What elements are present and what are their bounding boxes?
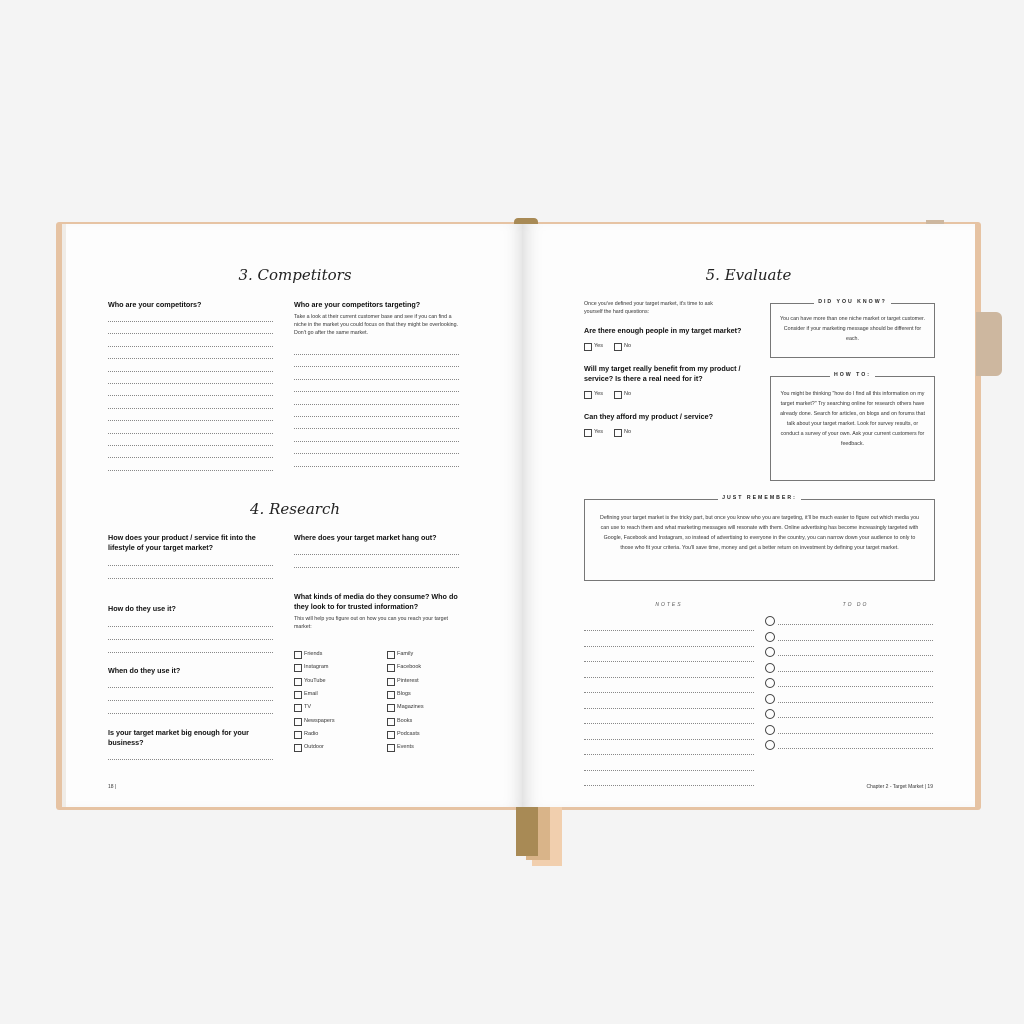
writing-line[interactable] <box>108 639 273 640</box>
writing-line[interactable] <box>108 371 273 372</box>
writing-line[interactable] <box>584 770 754 771</box>
media-checkbox-label: Radio <box>304 730 319 737</box>
media-checkbox-label: Friends <box>304 651 323 657</box>
media-checkbox-label: Podcasts <box>397 730 420 737</box>
research-title: 4. Research <box>250 500 340 518</box>
writing-line[interactable] <box>584 754 754 755</box>
writing-line[interactable] <box>584 692 754 693</box>
writing-line[interactable] <box>108 358 273 359</box>
research-hangout-question: Where does your target market hang out? <box>294 533 437 542</box>
media-checkbox[interactable] <box>294 704 302 712</box>
media-checkbox[interactable] <box>387 691 395 699</box>
todo-checkbox-circle[interactable] <box>765 709 775 719</box>
todo-line[interactable] <box>778 733 933 734</box>
media-checkbox[interactable] <box>387 664 395 672</box>
todo-line[interactable] <box>778 717 933 718</box>
evaluate-q3-yes-label: Yes <box>594 429 603 435</box>
todo-line[interactable] <box>778 655 933 656</box>
writing-line[interactable] <box>584 646 754 647</box>
writing-line[interactable] <box>584 785 754 786</box>
right-page-footer: Chapter 2 - Target Market | 19 <box>866 784 933 790</box>
competitors-question: Who are your competitors? <box>108 300 202 309</box>
media-checkbox[interactable] <box>387 651 395 659</box>
how-to-title: HOW TO: <box>830 372 875 378</box>
right-page <box>522 224 975 807</box>
did-you-know-title: DID YOU KNOW? <box>814 299 891 305</box>
media-checkbox[interactable] <box>294 718 302 726</box>
todo-checkbox-circle[interactable] <box>765 663 775 673</box>
media-checkbox-label: TV <box>304 704 312 711</box>
writing-line[interactable] <box>294 366 459 367</box>
todo-checkbox-circle[interactable] <box>765 632 775 642</box>
media-checkbox-label: Instagram <box>304 664 329 671</box>
media-checkbox[interactable] <box>294 731 302 739</box>
evaluate-q2-yes-label: Yes <box>594 391 603 397</box>
media-checkbox-label: Books <box>397 717 413 724</box>
writing-line[interactable] <box>108 420 273 421</box>
evaluate-q2-no-label: No <box>624 391 632 397</box>
todo-header: TO DO <box>842 602 869 608</box>
writing-line[interactable] <box>108 457 273 458</box>
writing-line[interactable] <box>584 677 754 678</box>
todo-line[interactable] <box>778 640 933 641</box>
media-checkbox[interactable] <box>387 704 395 712</box>
writing-line[interactable] <box>108 445 273 446</box>
media-checkbox-label: Outdoor <box>304 744 324 751</box>
writing-line[interactable] <box>108 578 273 579</box>
writing-line[interactable] <box>294 416 459 417</box>
evaluate-q2-no-checkbox[interactable] <box>614 391 622 399</box>
evaluate-q1-yes-label: Yes <box>594 343 603 349</box>
todo-checkbox-circle[interactable] <box>765 694 775 704</box>
writing-line[interactable] <box>108 713 273 714</box>
writing-line[interactable] <box>294 404 459 405</box>
evaluate-q3-no-label: No <box>624 429 632 435</box>
writing-line[interactable] <box>294 567 459 568</box>
evaluate-intro: Once you've defined your target market, it's time to ask yourself the hard questions: <box>584 301 713 315</box>
notes-header: NOTES <box>655 602 683 608</box>
writing-line[interactable] <box>584 630 754 631</box>
evaluate-q3: Can they afford my product / service? <box>584 412 714 421</box>
evaluate-q2-yes-checkbox[interactable] <box>584 391 592 399</box>
writing-line[interactable] <box>108 652 273 653</box>
media-checkbox[interactable] <box>294 744 302 752</box>
todo-checkbox-circle[interactable] <box>765 616 775 626</box>
did-you-know-text: You can have more than one niche market or target customer. Consider if your marketing message should be different for each. <box>780 316 925 342</box>
media-checkbox[interactable] <box>387 744 395 752</box>
media-checkbox-label: Email <box>304 690 318 697</box>
how-to-text: You might be thinking "how do I find all this information on my target market?" Try searching online for research others have already done. Search for articles, on blogs and on forums that talk about your target market. Look for survey results, or conduct a survey of your own. Ask your current customers for feedback. <box>780 391 925 447</box>
todo-line[interactable] <box>778 671 933 672</box>
research-size-question: Is your target market big enough for your business? <box>108 728 249 747</box>
media-checkbox-label: Magazines <box>397 704 424 711</box>
research-use-question: How do they use it? <box>108 604 176 613</box>
writing-line[interactable] <box>294 554 459 555</box>
writing-line[interactable] <box>108 626 273 627</box>
writing-line[interactable] <box>108 433 273 434</box>
elastic-band-side <box>976 312 1002 376</box>
media-checkbox[interactable] <box>387 718 395 726</box>
media-checkbox-label: Blogs <box>397 690 411 697</box>
media-checkbox-label: Facebook <box>397 664 422 671</box>
writing-line[interactable] <box>294 441 459 442</box>
todo-line[interactable] <box>778 624 933 625</box>
media-checkbox[interactable] <box>294 678 302 686</box>
competitors-targeting-question: Who are your competitors targeting? <box>294 300 421 309</box>
evaluate-q2: Will my target really benefit from my product / service? Is there a real need for it? <box>584 364 741 383</box>
media-checkbox-label: Family <box>397 651 414 657</box>
writing-line[interactable] <box>108 565 273 566</box>
todo-line[interactable] <box>778 686 933 687</box>
evaluate-q1: Are there enough people in my target market? <box>584 326 742 335</box>
writing-line[interactable] <box>108 687 273 688</box>
writing-line[interactable] <box>108 321 273 322</box>
evaluate-q3-yes-checkbox[interactable] <box>584 429 592 437</box>
todo-checkbox-circle[interactable] <box>765 740 775 750</box>
evaluate-q1-no-label: No <box>624 343 632 349</box>
evaluate-q1-yes-checkbox[interactable] <box>584 343 592 351</box>
writing-line[interactable] <box>108 346 273 347</box>
writing-line[interactable] <box>108 700 273 701</box>
media-checkbox[interactable] <box>387 678 395 686</box>
just-remember-text: Defining your target market is the tricky part, but once you know who you are targeting, it'll be much easier to figure out which media you can use to reach them and what marketing messages will resonate with them. Online advertising has become increasingly targeted with Google, Facebook and Instagram, so instead of advertising to everyone in the country, you can narrow down your audience to only to those who fit your criteria. You'll save time, money and get a better return on investment by defining your target market. <box>600 515 919 551</box>
todo-line[interactable] <box>778 748 933 749</box>
left-page-number: 18 | <box>108 784 117 790</box>
writing-line[interactable] <box>108 408 273 409</box>
media-checkbox-label: Pinterest <box>397 677 419 684</box>
media-checkbox[interactable] <box>387 731 395 739</box>
how-to-box <box>770 372 935 481</box>
todo-checkbox-circle[interactable] <box>765 647 775 657</box>
research-media-question: What kinds of media do they consume? Who do they look to for trusted information? <box>294 592 458 611</box>
writing-line[interactable] <box>584 708 754 709</box>
just-remember-box <box>584 495 935 581</box>
writing-line[interactable] <box>294 391 459 392</box>
writing-line[interactable] <box>108 470 273 471</box>
evaluate-q1-no-checkbox[interactable] <box>614 343 622 351</box>
writing-line[interactable] <box>294 428 459 429</box>
competitors-targeting-help: Take a look at their current customer base and see if you can find a niche in the market you could focus on that they might be overlooking. Don't go after the same market. <box>294 314 459 336</box>
media-checkbox-label: YouTube <box>304 677 326 684</box>
evaluate-q3-no-checkbox[interactable] <box>614 429 622 437</box>
ribbon-bookmark-dark <box>516 800 538 856</box>
left-page <box>62 224 524 807</box>
media-checkbox[interactable] <box>294 691 302 699</box>
media-checkbox[interactable] <box>294 651 302 659</box>
media-checkbox[interactable] <box>294 664 302 672</box>
did-you-know-box <box>770 299 935 358</box>
writing-line[interactable] <box>294 453 459 454</box>
evaluate-title: 5. Evaluate <box>705 266 792 284</box>
writing-line[interactable] <box>584 739 754 740</box>
writing-line[interactable] <box>294 379 459 380</box>
research-when-question: When do they use it? <box>108 666 181 675</box>
media-checkbox-label: Events <box>397 744 414 751</box>
writing-line[interactable] <box>584 723 754 724</box>
writing-line[interactable] <box>294 466 459 467</box>
just-remember-title: JUST REMEMBER: <box>718 495 801 501</box>
todo-line[interactable] <box>778 702 933 703</box>
writing-line[interactable] <box>584 661 754 662</box>
todo-checkbox-circle[interactable] <box>765 725 775 735</box>
writing-line[interactable] <box>108 759 273 760</box>
writing-line[interactable] <box>108 383 273 384</box>
writing-line[interactable] <box>108 395 273 396</box>
research-lifestyle-question: How does your product / service fit into the lifestyle of your target market? <box>108 533 256 552</box>
media-checkbox-label: Newspapers <box>304 717 335 724</box>
writing-line[interactable] <box>108 333 273 334</box>
competitors-title: 3. Competitors <box>238 266 352 284</box>
research-media-help: This will help you figure out on how you can you reach your target market: <box>294 616 448 630</box>
writing-line[interactable] <box>294 354 459 355</box>
todo-checkbox-circle[interactable] <box>765 678 775 688</box>
